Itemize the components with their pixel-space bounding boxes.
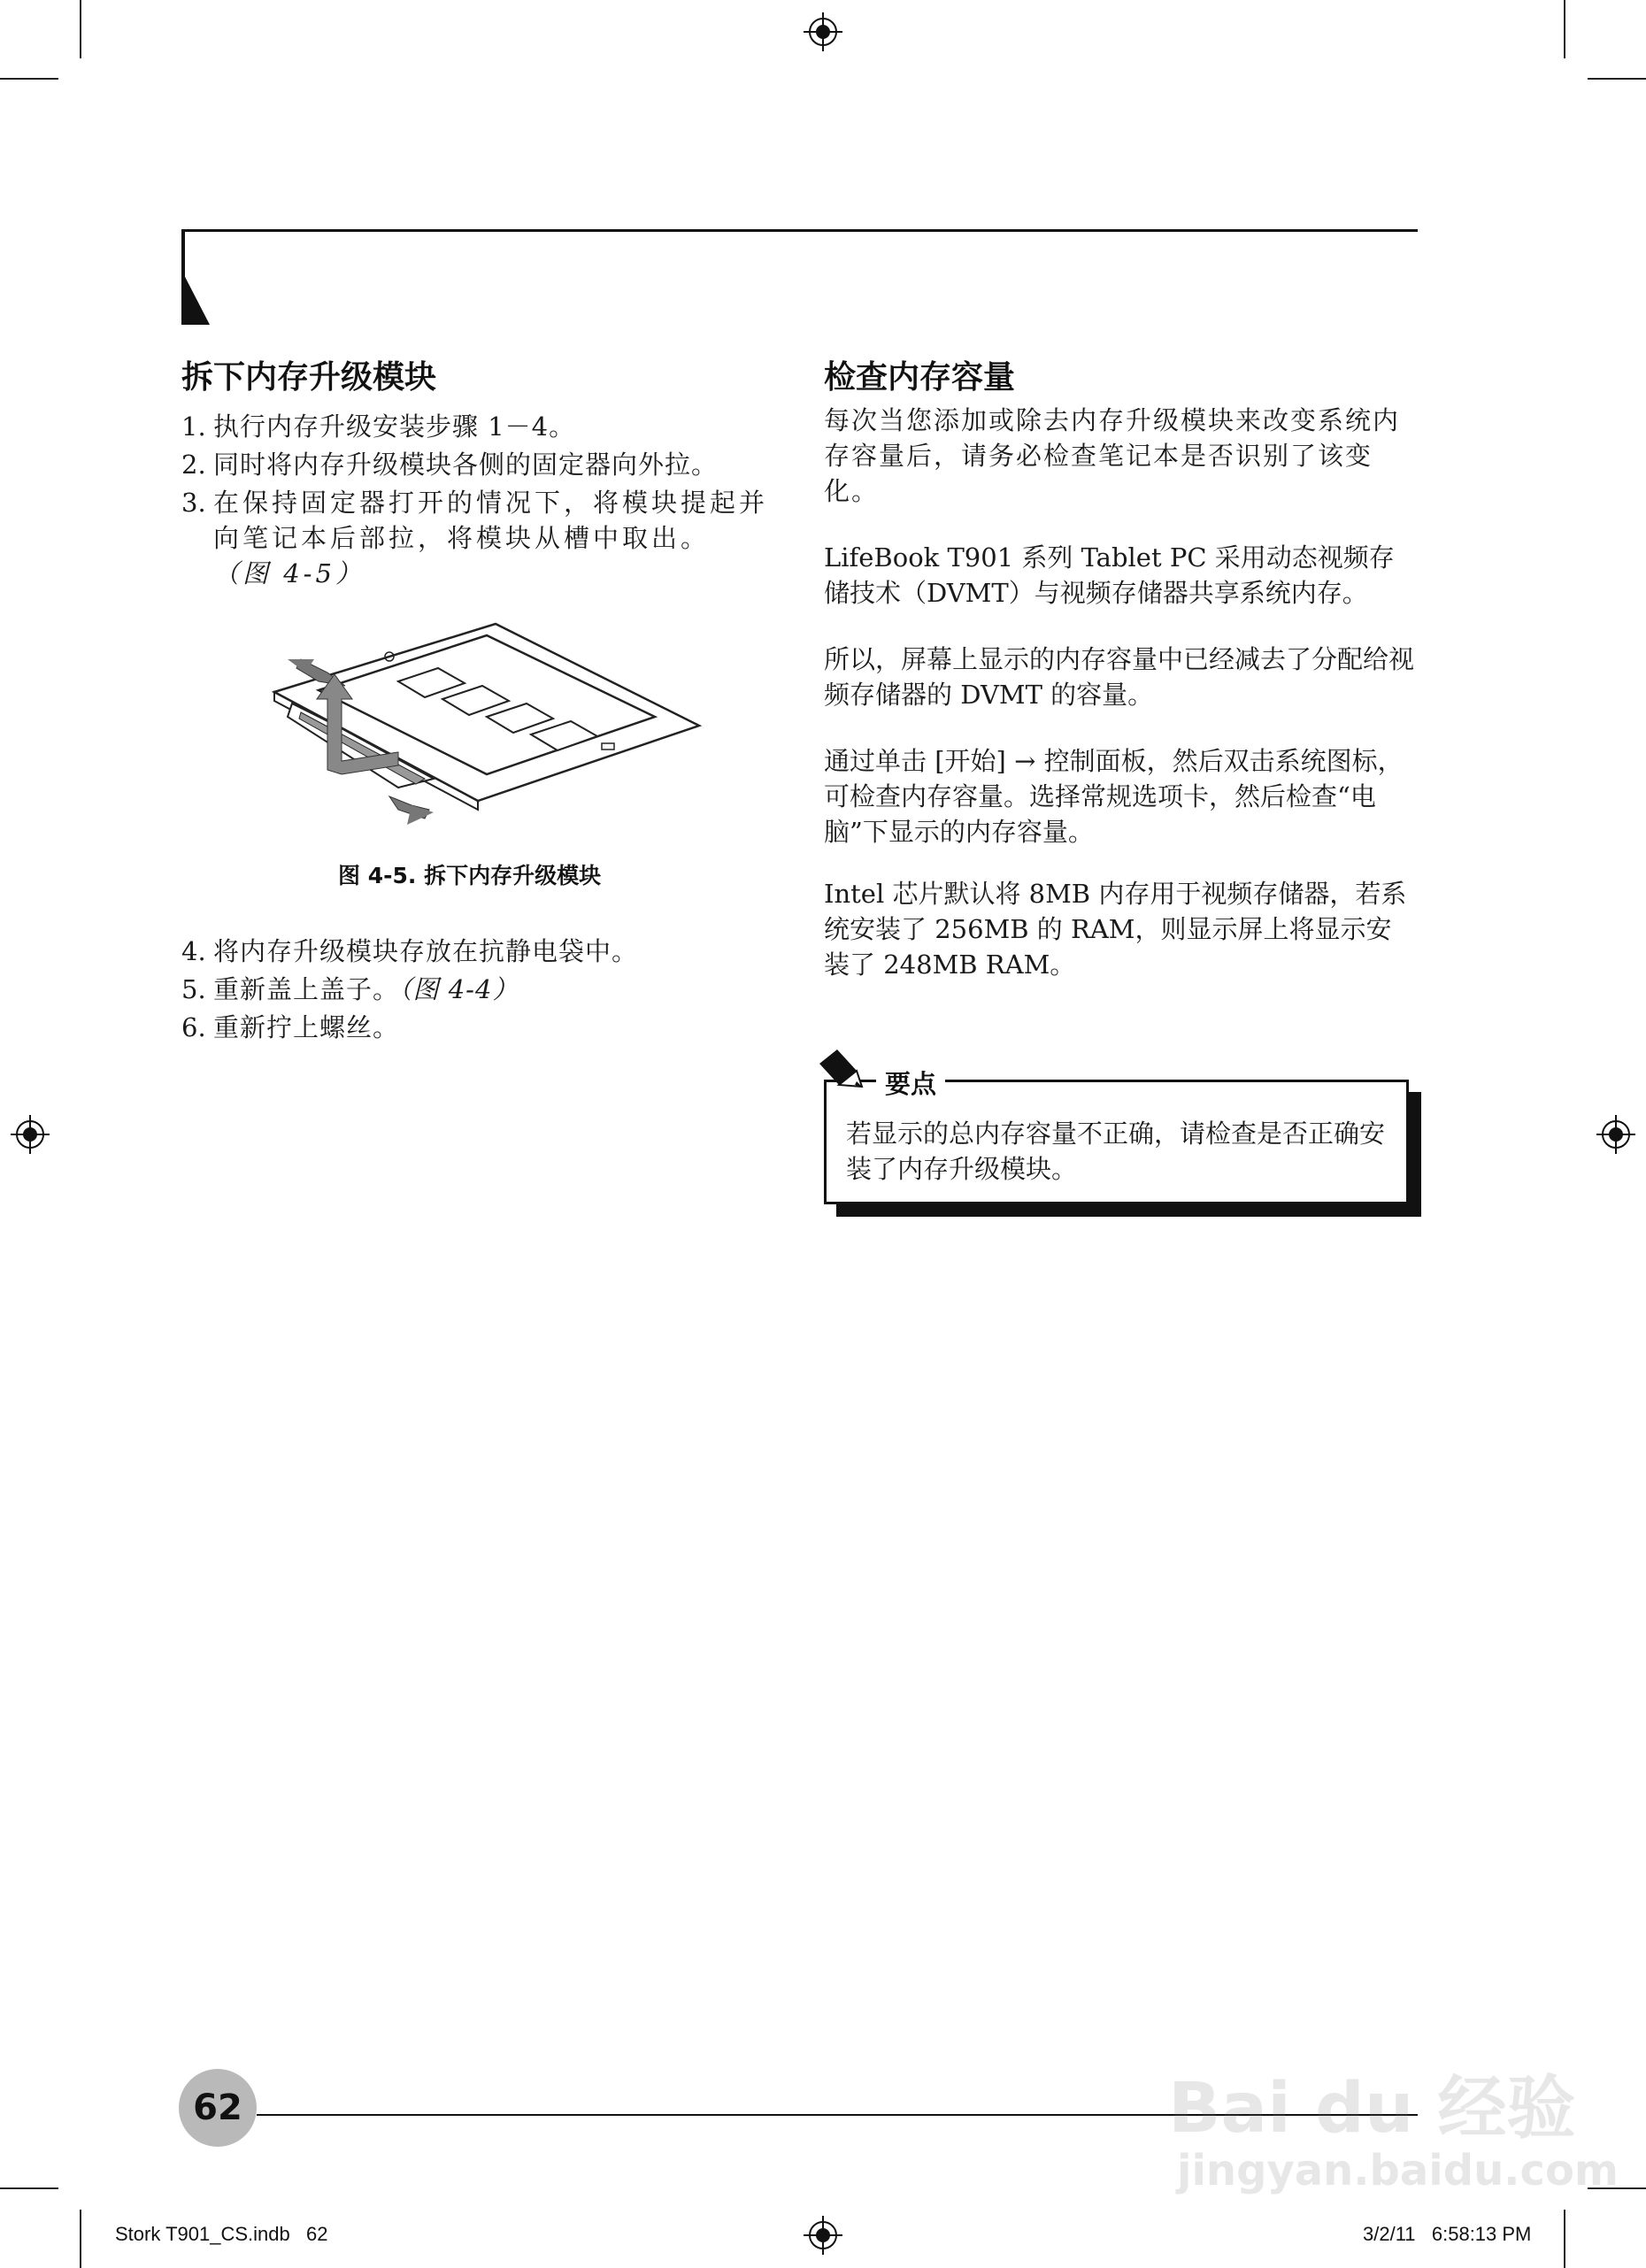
step-text: 同时将内存升级模块各侧的固定器向外拉。 bbox=[213, 450, 719, 480]
registration-mark-icon bbox=[11, 1115, 50, 1154]
pencil-icon bbox=[816, 1044, 865, 1090]
step-number: 5. bbox=[181, 974, 206, 1004]
memory-module-removal-illustration bbox=[265, 619, 708, 836]
step-number: 3. bbox=[181, 488, 206, 518]
section-header-marker bbox=[181, 270, 210, 325]
page-number-badge bbox=[179, 2069, 257, 2147]
crop-mark bbox=[80, 0, 81, 58]
crop-mark bbox=[0, 78, 58, 80]
section-header-rule bbox=[181, 229, 1418, 232]
registration-mark-icon bbox=[804, 2216, 842, 2255]
remove-module-heading: 拆下内存升级模块 bbox=[181, 359, 437, 396]
note-text: 若显示的总内存容量不正确，请检查是否正确安装了内存升级模块。 bbox=[846, 1119, 1386, 1184]
step-text: 将内存升级模块存放在抗静电袋中。 bbox=[213, 936, 639, 966]
list-item bbox=[181, 934, 783, 969]
note-title-wrap bbox=[876, 1065, 945, 1101]
step-number: 1. bbox=[181, 411, 206, 442]
paragraph: 通过单击 [开始] → 控制面板，然后双击系统图标，可检查内存容量。选择常规选项卡，然后检查“电脑”下显示的内存容量。 bbox=[824, 746, 1404, 847]
registration-mark-icon bbox=[804, 12, 842, 51]
crop-mark bbox=[80, 2210, 81, 2268]
list-item bbox=[181, 485, 783, 591]
crop-mark bbox=[1564, 0, 1565, 58]
paragraph: 每次当您添加或除去内存升级模块来改变系统内存容量后，请务必检查笔记本是否识别了该变化。 bbox=[824, 405, 1401, 506]
step-number: 6. bbox=[181, 1012, 206, 1042]
figure-reference: （图 4-4） bbox=[399, 974, 519, 1004]
figure-caption: 图 4-5. 拆下内存升级模块 bbox=[338, 863, 602, 888]
step-number: 4. bbox=[181, 936, 206, 966]
watermark-url: jingyan.baidu.com bbox=[1177, 2146, 1619, 2195]
note-title: 要点 bbox=[885, 1069, 937, 1099]
paragraph: Intel 芯片默认将 8MB 内存用于视频存储器，若系统安装了 256MB 的 RAM，则显示屏上将显示安装了 248MB RAM。 bbox=[824, 879, 1407, 980]
step-text: 执行内存升级安装步骤 1－4。 bbox=[213, 411, 576, 442]
step-text: 在保持固定器打开的情况下，将模块提起并向笔记本后部拉，将模块从槽中取出。 bbox=[213, 488, 769, 553]
list-item bbox=[181, 972, 783, 1007]
paragraph: 所以，屏幕上显示的内存容量中已经减去了分配给视频存储器的 DVMT 的容量。 bbox=[824, 644, 1415, 710]
watermark-brand: Bai du 经验 bbox=[1168, 2069, 1576, 2149]
list-item bbox=[181, 409, 783, 444]
step-text: 重新拧上螺丝。 bbox=[213, 1012, 400, 1042]
list-item bbox=[181, 1010, 783, 1045]
crop-mark bbox=[1588, 78, 1646, 80]
crop-mark bbox=[1564, 2210, 1565, 2268]
step-number: 2. bbox=[181, 450, 206, 480]
list-item bbox=[181, 447, 783, 482]
crop-mark bbox=[0, 2187, 58, 2189]
step-text-block bbox=[213, 972, 780, 1007]
paragraph: LifeBook T901 系列 Tablet PC 采用动态视频存储技术（DVMT）与视频存储器共享系统内存。 bbox=[824, 542, 1395, 608]
figure-reference: （图 4-5） bbox=[213, 558, 365, 588]
registration-mark-icon bbox=[1596, 1115, 1635, 1154]
check-memory-heading: 检查内存容量 bbox=[824, 359, 1016, 396]
step-text-block bbox=[213, 485, 780, 591]
page-number: 62 bbox=[193, 2087, 242, 2128]
slug-timestamp: 3/2/11 6:58:13 PM bbox=[1363, 2223, 1532, 2245]
step-text: 重新盖上盖子。 bbox=[213, 974, 400, 1004]
slug-file-info: Stork T901_CS.indb 62 bbox=[115, 2223, 328, 2245]
